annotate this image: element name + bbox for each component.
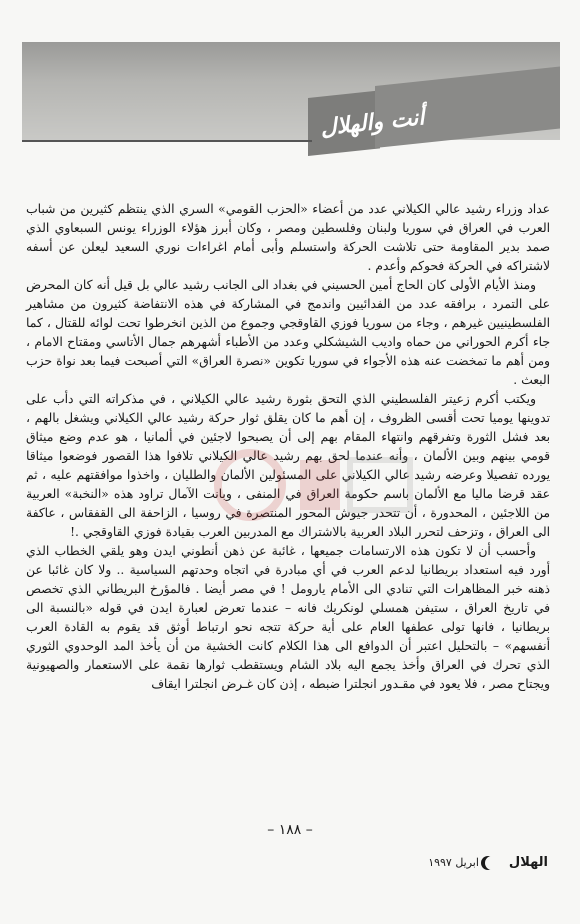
article-body — [26, 200, 550, 694]
magazine-name: الهلال — [508, 855, 548, 870]
paragraph-1: عداد وزراء رشيد عالي الكيلاني عدد من أعضاء «الحزب القومي» السري الذي ينتظم كثيرين من شباب العرب في العراق في سوريا ولبنان وفلسطين ومصر ، وكان أبرز هؤلاء الوزراء يونس السبعاوي الذي صمد بدير المقاومة حتى تلاشت الحركة واستسلم وأبى أمام اغراءات نوري السعيد ليعلن عن أسفه لاشتراكه في الحركة فحوكم وأعدم . — [26, 202, 550, 273]
issue-date: ابريل ١٩٩٧ — [428, 856, 479, 869]
page-number: – ١٨٨ – — [267, 822, 313, 838]
paragraph-3: ويكتب أكرم زعيتر الفلسطيني الذي التحق بثورة رشيد عالي الكيلاني ، في مذكراته التي دأب على تدوينها يوميا تحت أقسى الظروف ، إن أهم ما كان يقلق ثوار حركة رشيد عالي الكيلاني ويشغل بالهم ، بعد فشل الثورة وتفرقهم وانتهاء المقام بهم إلى أن يصبحوا لاجئين في ألمانيا ، هو عدم وضع ميثاق قومي بينهم وبين الألمان ، وأنه عندما لحق بهم رشيد عالي الكيلاني تلافوا هذا القصور فوضعوا ميثاقا يورده تفصيلا وعرضه رشيد عالي الكيلاني على المسئولين الألمان والطليان ، واخذوا موافقتهم عليه ، ثم عقد قرضا ماليا مع الألمان باسم حكومة العراق في المنفى ، وبانت الآمال تراود هذه «النخبة» العربية من اللاجئين ، المحدورة ، أن تتحدر جيوش المحور المنتصرة في روسيا ، الزاحفة الى القفقاس ، عاكفة الى العراق ، وتزحف لتحرر البلاد العربية بالاشتراك مع المدربين العرب بقيادة فوزي القاوقجي .! — [26, 392, 550, 539]
paragraph-2: ومنذ الأيام الأولى كان الحاج أمين الحسيني في بغداد الى الجانب رشيد عالي بل قيل أنه كان المحرض على التمرد ، برافقه عدد من الفدائيين واندمج في المشاركة في هذه الانتفاضة كثيرون من مشاهير الفلسطينيين غيرهم ، وجاء من سوريا فوزي القاوقجي وجموع من الذين انخرطوا تحت لوائه للقتال ، كما جاء أكرم الحوراني من حماه واديب الشيشكلي وعدد من الأطباء أشهرهم جمال الأتاسي ومقتاح الامام ، ومن أهم ما تمخضت عنه هذه الأجواء في سوريا تكوين «نصرة العراق» التي أصبحت فيما بعد نواة حزب البعث . — [26, 278, 550, 387]
footer — [388, 855, 548, 870]
header-rule — [22, 140, 312, 142]
paragraph-4: وأحسب أن لا تكون هذه الارتسامات جميعها ، غائبة عن ذهن أنطوني ايدن وهو يلقي الخطاب الذي أورد فيه استعداد بريطانيا لدعم العرب في أي مبادرة في اتجاه وحدتهم السياسية .. ولا كان غائبا عن ذهنه خبر المظاهرات التي تنادي الى الأمام يارومل ! في مصر أيضا . فالمؤرخ البريطاني الذي تخصص في تاريخ العراق ، ستيفن همسلي لونكريك فانه – عندما تعرض لعبارة ايدن في قوله «بالنسبة الى بريطانيا ، فانها تولى عطفها العام على أية حركة تتجه نحو ارتباط أوثق قد يقوم به القادة العرب أنفسهم» – بالتحليل اعتبر أن الدوافع الى هذا الكلام كانت الخشية من أن يأخذ المد الوحدوي الثوري الذي تحرك في العراق وأخذ يجمع اليه بلاد الشام ويستقطب ثوارها نقمة على الاستعمار والصهيونية ويجتاح مصر ، فلا يعود في مقـدور انجلترا ضبطه ، إذن كان غـرض انجلترا ايقاف — [26, 544, 550, 691]
crescent-icon — [485, 856, 499, 870]
section-title: أنت والهلال — [319, 105, 426, 141]
